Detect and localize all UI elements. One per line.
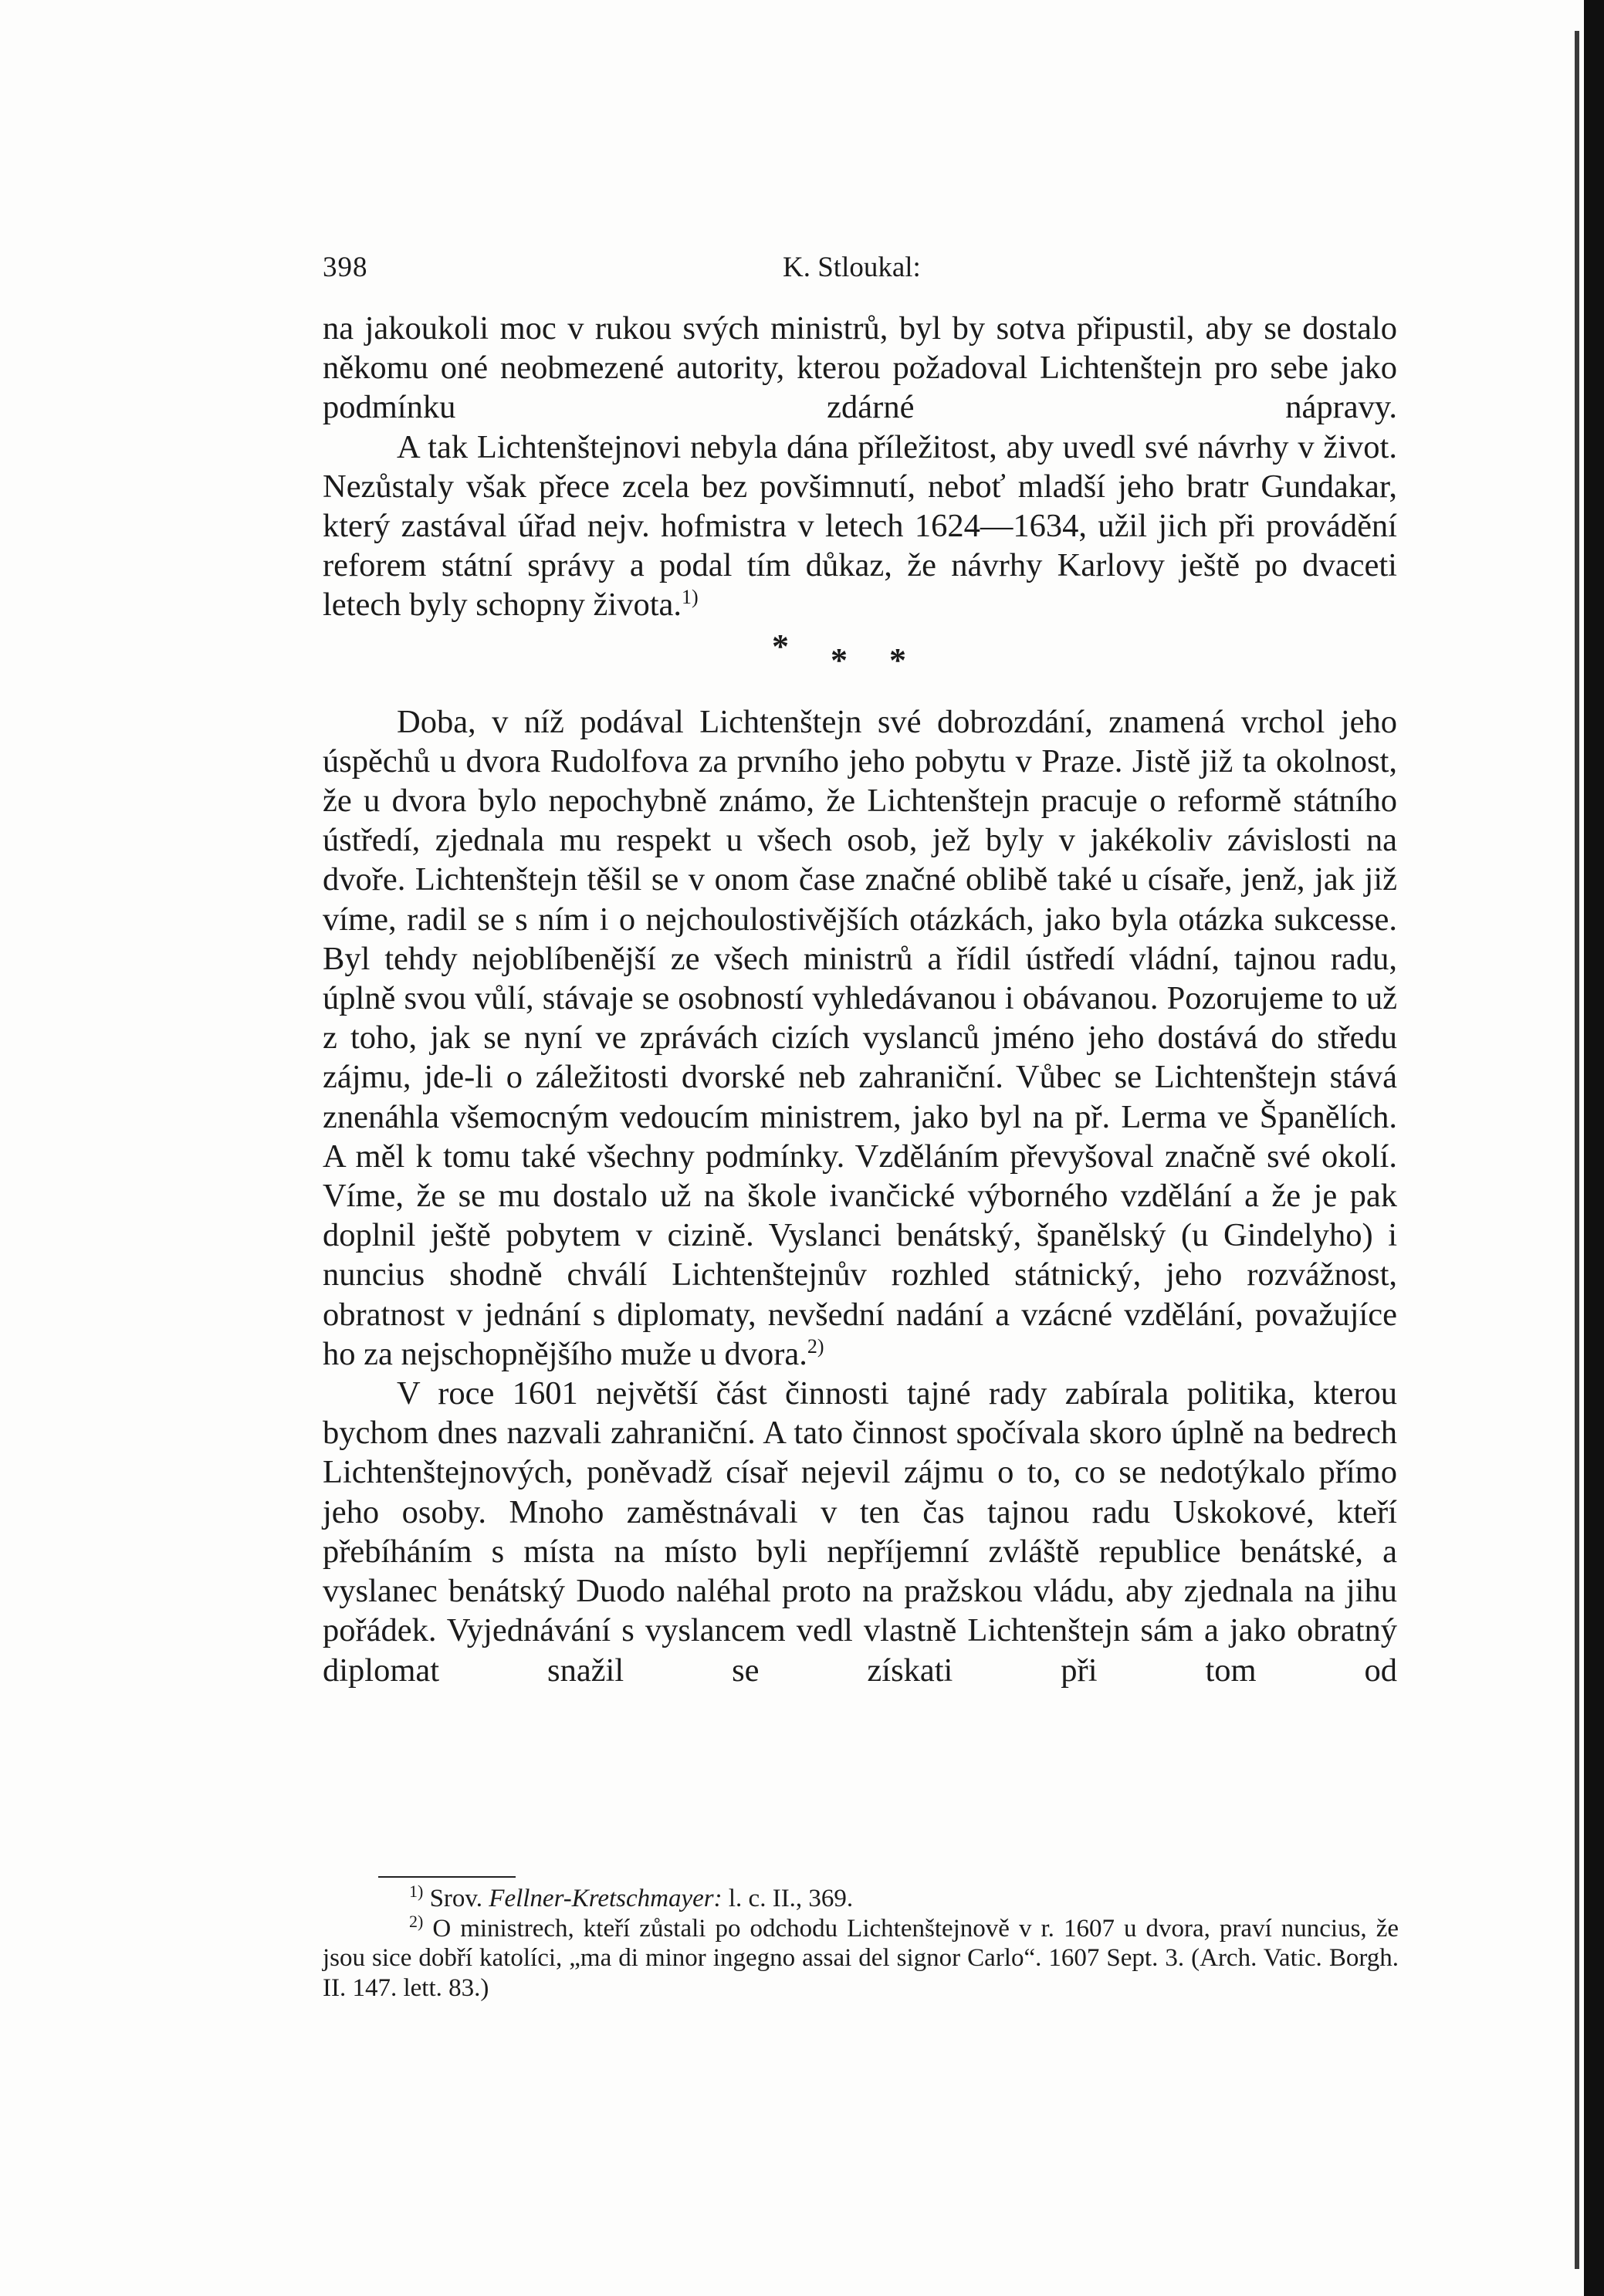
footnote-ref-1: 1) — [682, 586, 699, 609]
paragraph-3-text: Doba, v níž podával Lichtenštejn své dobrozdání, znamená vrchol jeho úspěchů u dvora Rudolfova za prvního jeho pobytu v Praze. Jistě již ta okolnost, že u dvora bylo nepochybně známo, že Lichtenštejn pracuje o reformě státního ústředí, zjednala mu respekt u všech osob, jež byly v jakékoliv závislosti na dvoře. Lichtenštejn těšil se v onom čase značné oblibě také u císaře, jenž, jak již víme, radil se s ním i o nejchoulostivějších otázkách, jako byla otázka sukcesse. Byl tehdy nejoblíbenější ze všech ministrů a řídil ústředí vládní, tajnou radu, úplně svou vůlí, stávaje se osobností vyhledávanou i obávanou. Pozorujeme to už z toho, jak se nyní ve zprávách cizích vyslanců jméno jeho dostává do středu zájmu, jde-li o záležitosti dvorské neb zahraniční. Vůbec se Lichtenštejn stává znenáhla všemocným vedoucím ministrem, jako byl na př. Lerma ve Španělích. A měl k tomu také všechny podmínky. Vzděláním převyšoval značně své okolí. Víme, že se mu dostalo už na škole ivančické výborného vzdělání a že je pak doplnil ještě pobytem v cizině. Vyslanci benátský, španělský (u Gindelyho) i nuncius shodně chválí Lichtenštejnův rozhled státnický, jeho rozvážnost, obratnost v jednání s diplomaty, nevšední nadání a vzácné vzdělání, považujíce ho za nejschopnějšího muže u dvora. — [323, 703, 1397, 1372]
footnote-1-mark: 1) — [409, 1882, 424, 1901]
body-text — [323, 309, 1397, 1690]
scan-border — [1584, 0, 1604, 2296]
footnote-2 — [323, 1911, 1399, 2004]
paragraph-1: na jakoukoli moc v rukou svých ministrů, byl by sotva připustil, aby se dostalo někomu oné neobmezené autority, kterou požadoval Lichtenštejn pro sebe jako podmínku zdárné nápravy. — [323, 310, 1397, 426]
asterisk: * — [772, 627, 789, 665]
paragraph-3 — [323, 702, 1397, 1374]
running-title: K. Stloukal: — [783, 252, 921, 283]
section-separator — [323, 625, 1397, 702]
asterisk: * — [831, 641, 848, 679]
page-edge-shadow — [1575, 31, 1579, 2269]
asterisk: * — [889, 641, 906, 679]
footnote-1 — [323, 1884, 1399, 1914]
footnote-1-post: l. c. II., 369. — [728, 1885, 854, 1912]
paragraph-4: V roce 1601 největší část činnosti tajné rady zabírala politika, kterou bychom dnes nazvali zahraniční. A tato činnost spočívala skoro úplně na bedrech Lichtenštejnových, poněvadž císař nejevil zájmu o to, co se nedotýkalo přímo jeho osoby. Mnoho zaměstnávali v ten čas tajnou radu Uskokové, kteří přebíháním s místa na místo byli nepříjemní zvláště republice benátské, a vyslanec benátský Duodo naléhal proto na pražskou vládu, aby zjednala na jihu pořádek. Vyjednávání s vyslancem vedl vlastně Lichtenštejn sám a jako obratný diplomat snažil se získati při tom od — [323, 1375, 1397, 1689]
footnote-rule — [378, 1876, 516, 1878]
footnote-1-author: Fellner-Kretschmayer: — [489, 1885, 722, 1912]
paragraph-2-text: A tak Lichtenštejnovi nebyla dána příležitost, aby uvedl své návrhy v život. Nezůstaly však přece zcela bez povšimnutí, neboť mladší jeho bratr Gundakar, který zastával úřad nejv. hofmistra v letech 1624—1634, užil jich při provádění reforem státní správy a podal tím důkaz, že návrhy Karlovy ještě po dvaceti letech byly schopny života. — [323, 428, 1397, 624]
footnotes — [323, 1884, 1399, 2003]
footnote-ref-2: 2) — [807, 1334, 824, 1358]
page-number: 398 — [323, 252, 368, 283]
footnote-2-mark: 2) — [409, 1911, 424, 1931]
footnote-2-text: O ministrech, kteří zůstali po odchodu Lichtenštejnově v r. 1607 u dvora, praví nuncius, že jsou sice dobří katolíci, „ma di minor ingegno assai del signor Carlo“. 1607 Sept. 3. (Arch. Vatic. Borgh. II. 147. lett. 83.) — [323, 1914, 1399, 2002]
footnote-1-pre: Srov. — [429, 1885, 483, 1912]
paragraph-2 — [323, 428, 1397, 625]
